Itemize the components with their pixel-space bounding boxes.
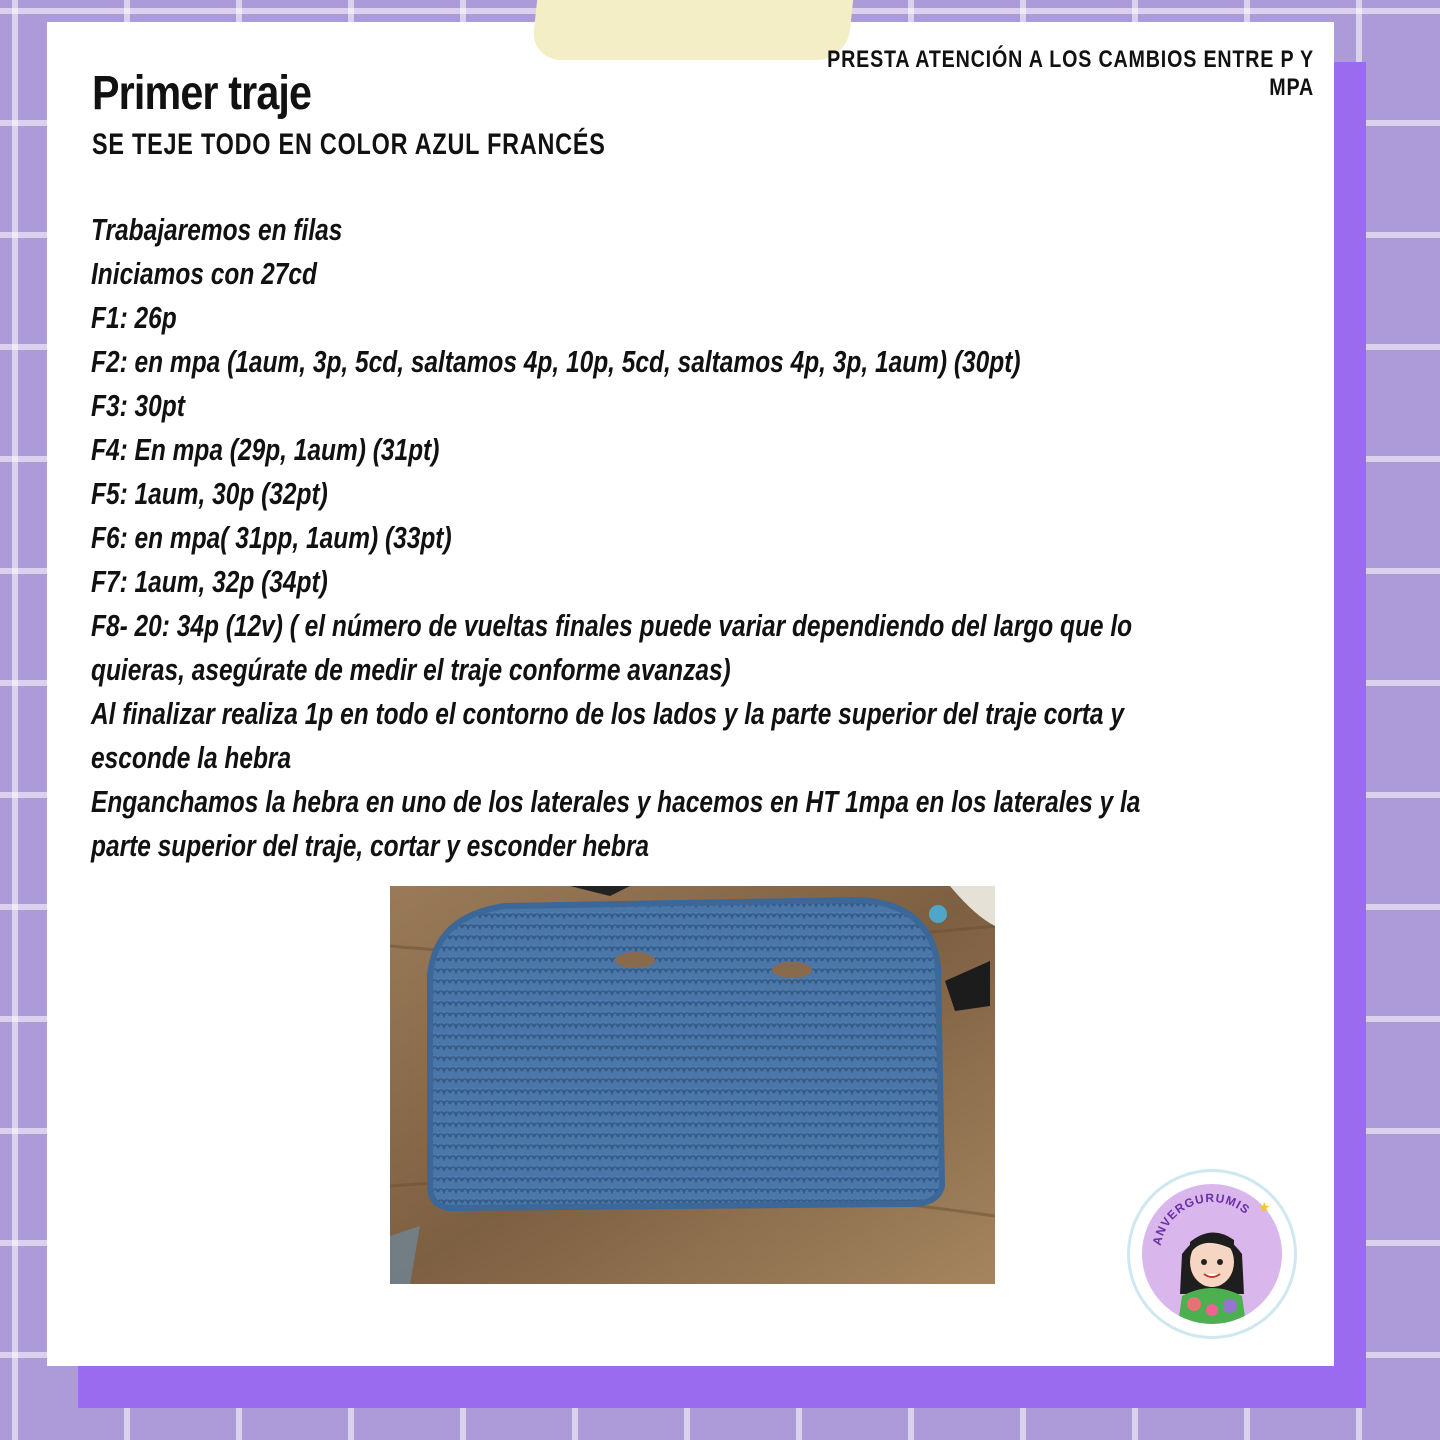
pattern-line: F4: En mpa (29p, 1aum) (31pt) bbox=[91, 432, 440, 467]
pattern-instructions bbox=[91, 208, 1440, 868]
svg-text:★: ★ bbox=[1258, 1199, 1271, 1215]
logo-text: ANVERGURUMIS bbox=[1149, 1190, 1253, 1247]
pattern-line: F6: en mpa( 31pp, 1aum) (33pt) bbox=[91, 520, 452, 555]
pattern-line: quieras, asegúrate de medir el traje conforme avanzas) bbox=[91, 652, 731, 687]
pattern-line: F1: 26p bbox=[91, 300, 177, 335]
pattern-line: Enganchamos la hebra en uno de los laterales y hacemos en HT 1mpa en los laterales y la bbox=[91, 784, 1141, 819]
crochet-photo bbox=[390, 886, 995, 1284]
pattern-line: F3: 30pt bbox=[91, 388, 185, 423]
pattern-line: F2: en mpa (1aum, 3p, 5cd, saltamos 4p, 10p, 5cd, saltamos 4p, 3p, 1aum) (30pt) bbox=[91, 344, 1021, 379]
washi-tape bbox=[531, 0, 853, 60]
pattern-line: Al finalizar realiza 1p en todo el contorno de los lados y la parte superior del traje corta y bbox=[91, 696, 1124, 731]
logo-text-ring bbox=[1130, 1172, 1294, 1336]
notice-text: PRESTA ATENCIÓN A LOS CAMBIOS ENTRE P Y MPA bbox=[827, 46, 1314, 101]
pattern-line: parte superior del traje, cortar y esconder hebra bbox=[91, 828, 650, 863]
brand-logo bbox=[1130, 1172, 1294, 1336]
pattern-line: F5: 1aum, 30p (32pt) bbox=[91, 476, 328, 511]
pattern-line: Iniciamos con 27cd bbox=[91, 256, 317, 291]
pattern-line: esconde la hebra bbox=[91, 740, 292, 775]
pattern-line: F8- 20: 34p (12v) ( el número de vueltas finales puede variar dependiendo del largo que lo bbox=[91, 608, 1133, 643]
pattern-line: Trabajaremos en filas bbox=[91, 212, 343, 247]
crochet-piece-image bbox=[390, 886, 995, 1284]
page-subtitle: SE TEJE TODO EN COLOR AZUL FRANCÉS bbox=[92, 128, 606, 161]
svg-text:ANVERGURUMIS bbox=[1150, 1191, 1253, 1247]
page-title: Primer traje bbox=[92, 67, 312, 120]
pattern-line: F7: 1aum, 32p (34pt) bbox=[91, 564, 328, 599]
